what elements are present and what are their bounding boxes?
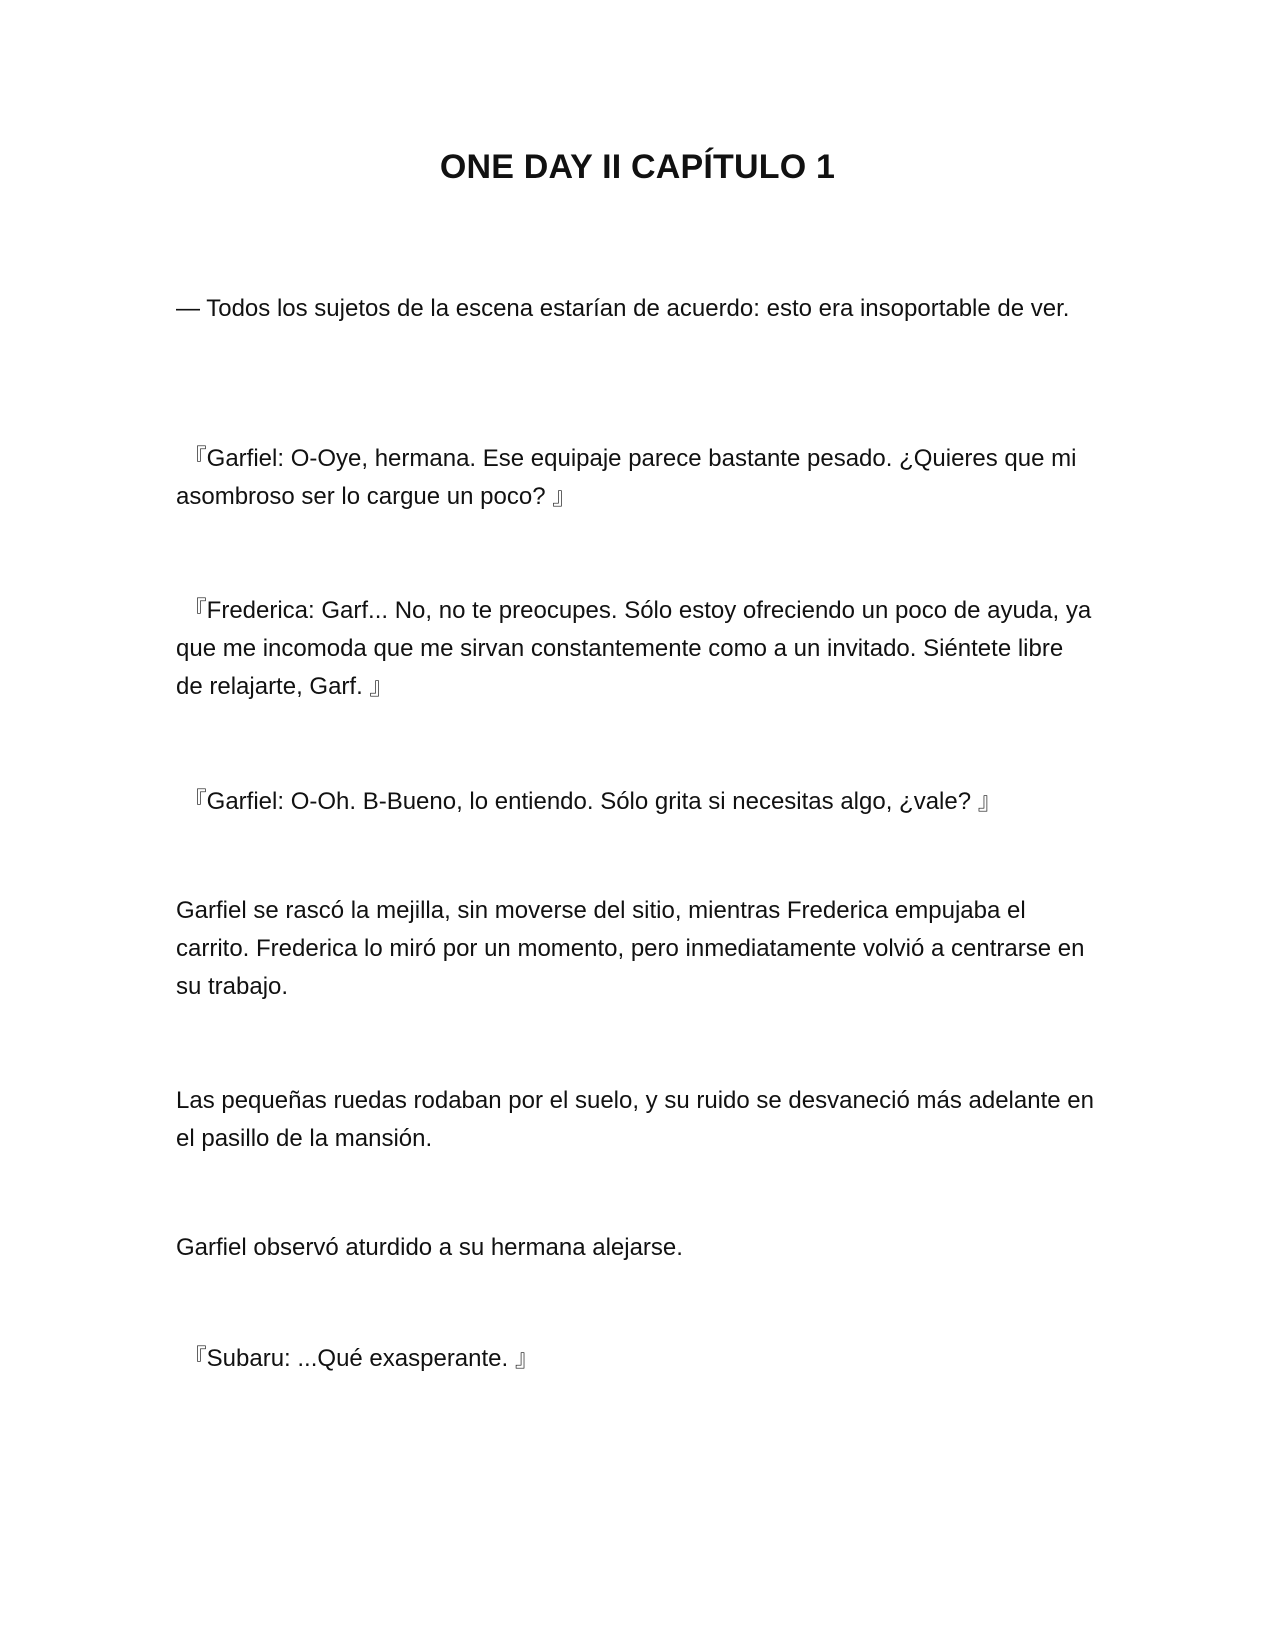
paragraph-narration-garfiel: Garfiel observó aturdido a su hermana alejarse.: [176, 1234, 683, 1261]
paragraph-narration-wheels: Las pequeñas ruedas rodaban por el suelo, y su ruido se desvaneció más adelante en el pasillo de la mansión.: [176, 1087, 1094, 1152]
paragraph-dialogue-garfiel-1: 『Garfiel: O-Oye, hermana. Ese equipaje parece bastante pesado. ¿Quieres que mi asombroso ser lo cargue un poco? 』: [176, 445, 1077, 510]
paragraph-narration-intro: — Todos los sujetos de la escena estarían de acuerdo: esto era insoportable de ver.: [176, 295, 1070, 322]
paragraph-dialogue-subaru: 『Subaru: ...Qué exasperante. 』: [176, 1345, 539, 1372]
paragraph-dialogue-garfiel-2: 『Garfiel: O-Oh. B-Bueno, lo entiendo. Sólo grita si necesitas algo, ¿vale? 』: [176, 788, 1002, 815]
paragraph-narration-cart: Garfiel se rascó la mejilla, sin moverse del sitio, mientras Frederica empujaba el carrito. Frederica lo miró por un momento, pero inmediatamente volvió a centrarse en su trabajo.: [176, 897, 1085, 1000]
chapter-title: ONE DAY II CAPÍTULO 1: [439, 148, 836, 186]
paragraph-dialogue-frederica: 『Frederica: Garf... No, no te preocupes. Sólo estoy ofreciendo un poco de ayuda, ya que me incomoda que me sirvan constantemente como a un invitado. Siéntete libre de relajarte, Garf. 』: [176, 597, 1092, 700]
